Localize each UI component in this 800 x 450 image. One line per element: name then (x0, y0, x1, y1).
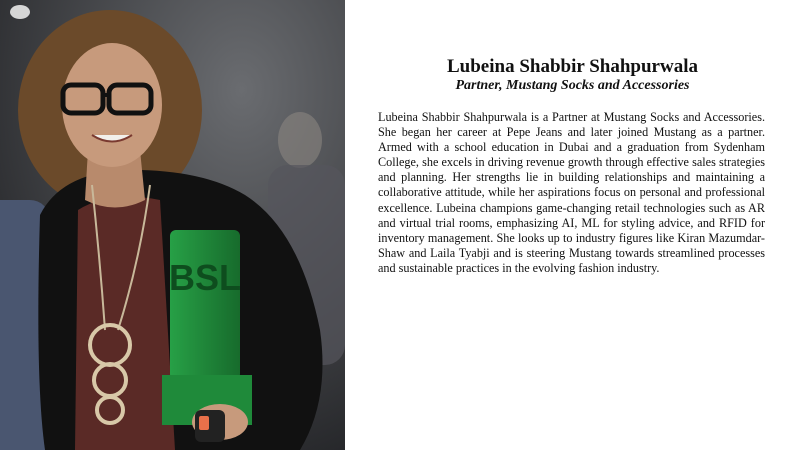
profile-text-panel (345, 0, 800, 450)
svg-text:BSL: BSL (169, 257, 241, 298)
portrait-illustration (0, 0, 345, 450)
top (75, 197, 175, 450)
profile-photo (0, 0, 345, 450)
person-name: Lubeina Shabbir Shahpurwala (447, 56, 698, 77)
ceiling-light (10, 5, 30, 19)
trophy (162, 230, 252, 425)
person-bio: Lubeina Shabbir Shahpurwala is a Partner at Mustang Socks and Accessories. She began her career at Pepe Jeans and later joined Mustang as a partner. Armed with a school education in Dubai and a graduation from Sydenham College, she excels in driving revenue growth through effective sales strategies and planning. Her strengths lie in building relationships and maintaining a collaborative attitude, while her aspirations focus on personal and professional excellence. Lubeina champions game-changing retail technologies such as AR and virtual trial rooms, emphasizing AI, ML for styling advice, and RFID for inventory management. She looks up to industry figures like Kiran Mazumdar-Shaw and Laila Tyabji and is steering Mustang towards streamlined processes and sustainable practices in the evolving fashion industry. (378, 110, 765, 275)
person-title: Partner, Mustang Socks and Accessories (455, 78, 690, 93)
face (62, 43, 162, 167)
background-person-head (278, 112, 322, 168)
